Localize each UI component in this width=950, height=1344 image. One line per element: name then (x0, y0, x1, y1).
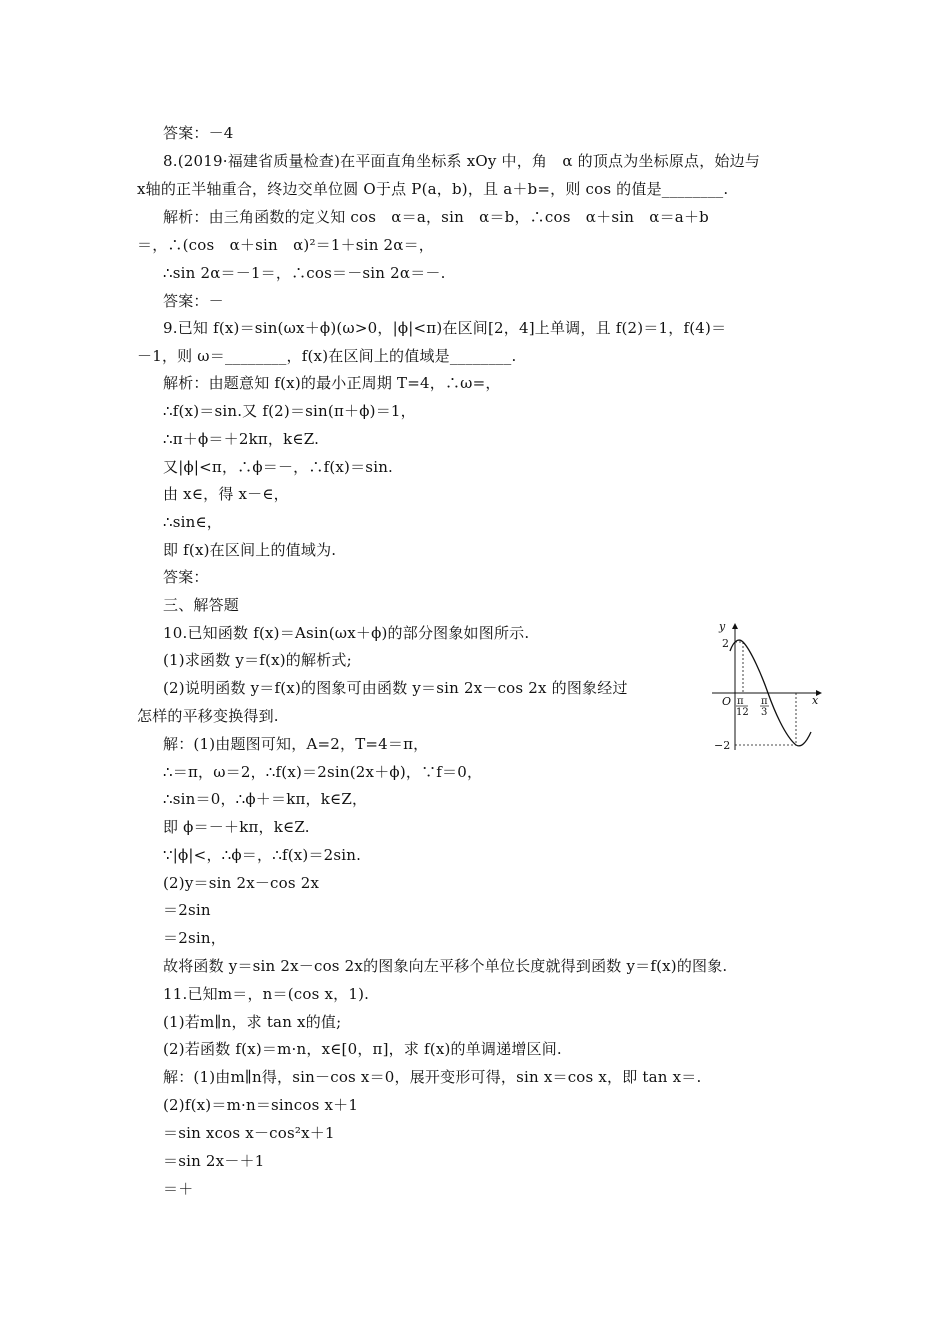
question-9-line-1: 9.已知 f(x)＝sin(ωx＋ϕ)(ω>0，|ϕ|<π)在区间[2，4]上单调，且 f(2)＝1，f(4)＝ (163, 319, 727, 337)
question-8-line-2: x轴的正半轴重合，终边交单位圆 O于点 P(a，b)，且 a＋b=，则 cos 的值是________. (137, 180, 729, 198)
solution-10-line-8: ＝2sin， (163, 929, 226, 947)
solution-11-line-5: ＝＋ (163, 1180, 194, 1198)
analysis-9-line-3: ∴π＋ϕ＝＋2kπ，k∈Z. (163, 430, 320, 448)
origin-label: O (722, 695, 732, 708)
solution-10-line-4: 即 ϕ＝－＋kπ，k∈Z. (163, 818, 310, 836)
question-8-line-1: 8.(2019·福建省质量检查)在平面直角坐标系 xOy 中，角 α 的顶点为坐标原点，始边与 (163, 152, 761, 170)
x-tick1-numerator: π (737, 696, 744, 707)
sine-graph (708, 618, 828, 753)
solution-10-line-2: ∴＝π，ω＝2，∴f(x)＝2sin(2x＋ϕ)，∵f＝0， (163, 763, 483, 781)
solution-11-line-3: ＝sin xcos x－cos²x＋1 (163, 1124, 335, 1142)
solution-11-line-2: (2)f(x)＝m·n＝sincos x＋1 (163, 1096, 359, 1114)
x-axis-label: x (812, 694, 819, 707)
question-10-line-1: 10.已知函数 f(x)＝Asin(ωx＋ϕ)的部分图象如图所示. (163, 624, 530, 642)
section-heading: 三、解答题 (163, 596, 240, 614)
analysis-9-line-2: ∴f(x)＝sin.又 f(2)＝sin(π＋ϕ)＝1， (163, 402, 416, 420)
analysis-9-line-1: 解析：由题意知 f(x)的最小正周期 T=4，∴ω=， (163, 374, 501, 392)
question-11-line-1: 11.已知m＝，n＝(cos x，1). (163, 985, 370, 1003)
question-11-part-1: (1)若m∥n，求 tan x的值; (163, 1013, 342, 1031)
analysis-9-line-5: 由 x∈，得 x－∈， (163, 485, 289, 503)
analysis-9-line-4: 又|ϕ|<π，∴ϕ＝－，∴f(x)＝sin. (163, 458, 394, 476)
question-10-part-2-line-1: (2)说明函数 y＝f(x)的图象可由函数 y＝sin 2x－cos 2x 的图象经过 (163, 679, 628, 697)
x-tick1-denominator: 12 (736, 707, 749, 718)
x-tick2-denominator: 3 (761, 707, 768, 718)
solution-10-line-5: ∵|ϕ|<，∴ϕ＝，∴f(x)＝2sin. (163, 846, 362, 864)
solution-11-line-1: 解：(1)由m∥n得，sin－cos x＝0，展开变形可得，sin x＝cos x，即 tan x＝. (163, 1068, 702, 1086)
analysis-9-line-7: 即 f(x)在区间上的值域为. (163, 541, 337, 559)
function-graph-figure (708, 618, 828, 753)
y-axis-label: y (719, 620, 726, 633)
solution-10-line-1: 解：(1)由题图可知，A=2，T=4＝π， (163, 735, 429, 753)
question-10-part-2-line-2: 怎样的平移变换得到. (137, 707, 279, 725)
question-10-part-1: (1)求函数 y＝f(x)的解析式; (163, 651, 352, 669)
question-9-line-2: －1，则 ω＝________，f(x)在区间上的值域是________. (137, 347, 517, 365)
y-tick-top: 2 (722, 637, 729, 650)
solution-11-line-4: ＝sin 2x－＋1 (163, 1152, 265, 1170)
solution-10-line-6: (2)y＝sin 2x－cos 2x (163, 874, 320, 892)
analysis-9-line-6: ∴sin∈， (163, 513, 223, 531)
analysis-8-line-3: ∴sin 2α＝－1＝，∴cos＝－sin 2α＝－. (163, 264, 446, 282)
question-11-part-2: (2)若函数 f(x)＝m·n，x∈[0，π]，求 f(x)的单调递增区间. (163, 1040, 562, 1058)
analysis-8-line-2: ＝，∴(cos α＋sin α)²＝1＋sin 2α＝， (137, 236, 435, 254)
solution-10-line-3: ∴sin＝0，∴ϕ＋＝kπ，k∈Z， (163, 790, 368, 808)
answer-9: 答案： (163, 568, 209, 586)
solution-10-line-7: ＝2sin (163, 901, 211, 919)
x-tick2-numerator: π (761, 696, 768, 707)
analysis-8-line-1: 解析：由三角函数的定义知 cos α＝a，sin α＝b，∴cos α＋sin α＝a＋b (163, 208, 709, 226)
solution-10-line-9: 故将函数 y＝sin 2x－cos 2x的图象向左平移个单位长度就得到函数 y＝f(x)的图象. (163, 957, 728, 975)
y-tick-bottom: −2 (714, 739, 731, 752)
answer-7: 答案：－4 (163, 124, 234, 142)
answer-8: 答案：－ (163, 292, 224, 310)
